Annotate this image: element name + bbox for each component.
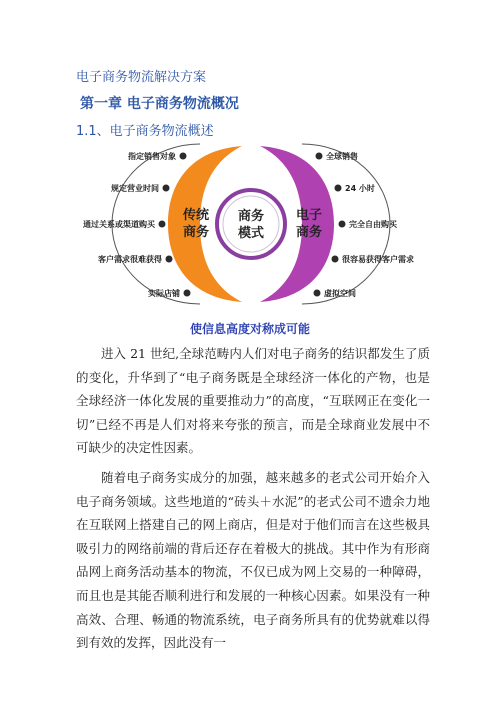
body-paragraph: 随着电子商务实成分的加强，越来越多的老式公司开始介入电子商务领域。这些地道的“砖头＋水泥”的老式公司不遗余力地在互联网上搭建自己的网上商店，但是对于他们而言在这些极具吸引力的网络前端的背后还存在着极大的挑战。其中作为有形商品网上商务活动基本的物流，不仅已成为网上交易的一种障碍，而且也是其能否顺利进行和发展的一种核心因素。如果没有一种高效、合理、畅通的物流系统，电子商务所具有的优势就难以得到有效的发挥，因此没有一	[76, 470, 430, 651]
ecommerce-label-line-1: 电子	[295, 208, 323, 223]
document-title: 电子商务物流解决方案	[76, 70, 207, 85]
right-item-dot	[314, 290, 321, 297]
left-item-label: 规定营业时间	[111, 184, 159, 193]
left-item-dot	[166, 256, 173, 263]
right-item-label: 很容易获得客户需求	[342, 255, 414, 264]
left-item-label: 指定销售对象	[128, 152, 176, 161]
center-inner-circle	[223, 196, 279, 252]
ecommerce-label-line-2: 商务	[295, 225, 323, 240]
right-item-label: 全球销售	[326, 152, 358, 161]
right-item-dot	[332, 256, 339, 263]
section-heading: 1.1、电子商务物流概述	[76, 124, 214, 139]
center-label-line-1: 商务	[237, 209, 265, 224]
right-item-label: 完全自由购买	[349, 220, 397, 229]
left-item-label: 客户需求很难获得	[98, 255, 162, 264]
diagram-caption: 使信息高度对称成可能	[189, 322, 310, 336]
chapter-heading: 第一章 电子商务物流概况	[80, 96, 239, 112]
body-paragraph: 进入 21 世纪,全球范畴内人们对电子商务的结识都发生了质的变化，升华到了“电子商务既是全球经济一体化的产物，也是全球经济一体化发展的重要推动力”的高度，“互联网正在变化一切”已经不再是人们对将来夸张的预言，而是全球商业发展中不可缺少的决定性因素。	[76, 346, 430, 456]
right-item-dot	[316, 153, 323, 160]
left-item-dot	[163, 185, 170, 192]
right-item-dot	[339, 221, 346, 228]
left-item-label: 通过关系或渠道购买	[83, 220, 155, 229]
left-item-label: 实际店铺	[148, 289, 180, 298]
center-label-line-2: 模式	[237, 226, 265, 241]
business-model-diagram	[70, 140, 432, 308]
left-item-dot	[180, 153, 187, 160]
right-item-dot	[335, 185, 342, 192]
left-item-dot	[184, 290, 191, 297]
left-item-dot	[159, 221, 166, 228]
traditional-label-line-2: 商务	[182, 225, 210, 240]
right-item-label: 24 小时	[345, 184, 375, 193]
traditional-label-line-1: 传统	[182, 208, 210, 223]
right-item-label: 虚拟空间	[324, 289, 356, 298]
